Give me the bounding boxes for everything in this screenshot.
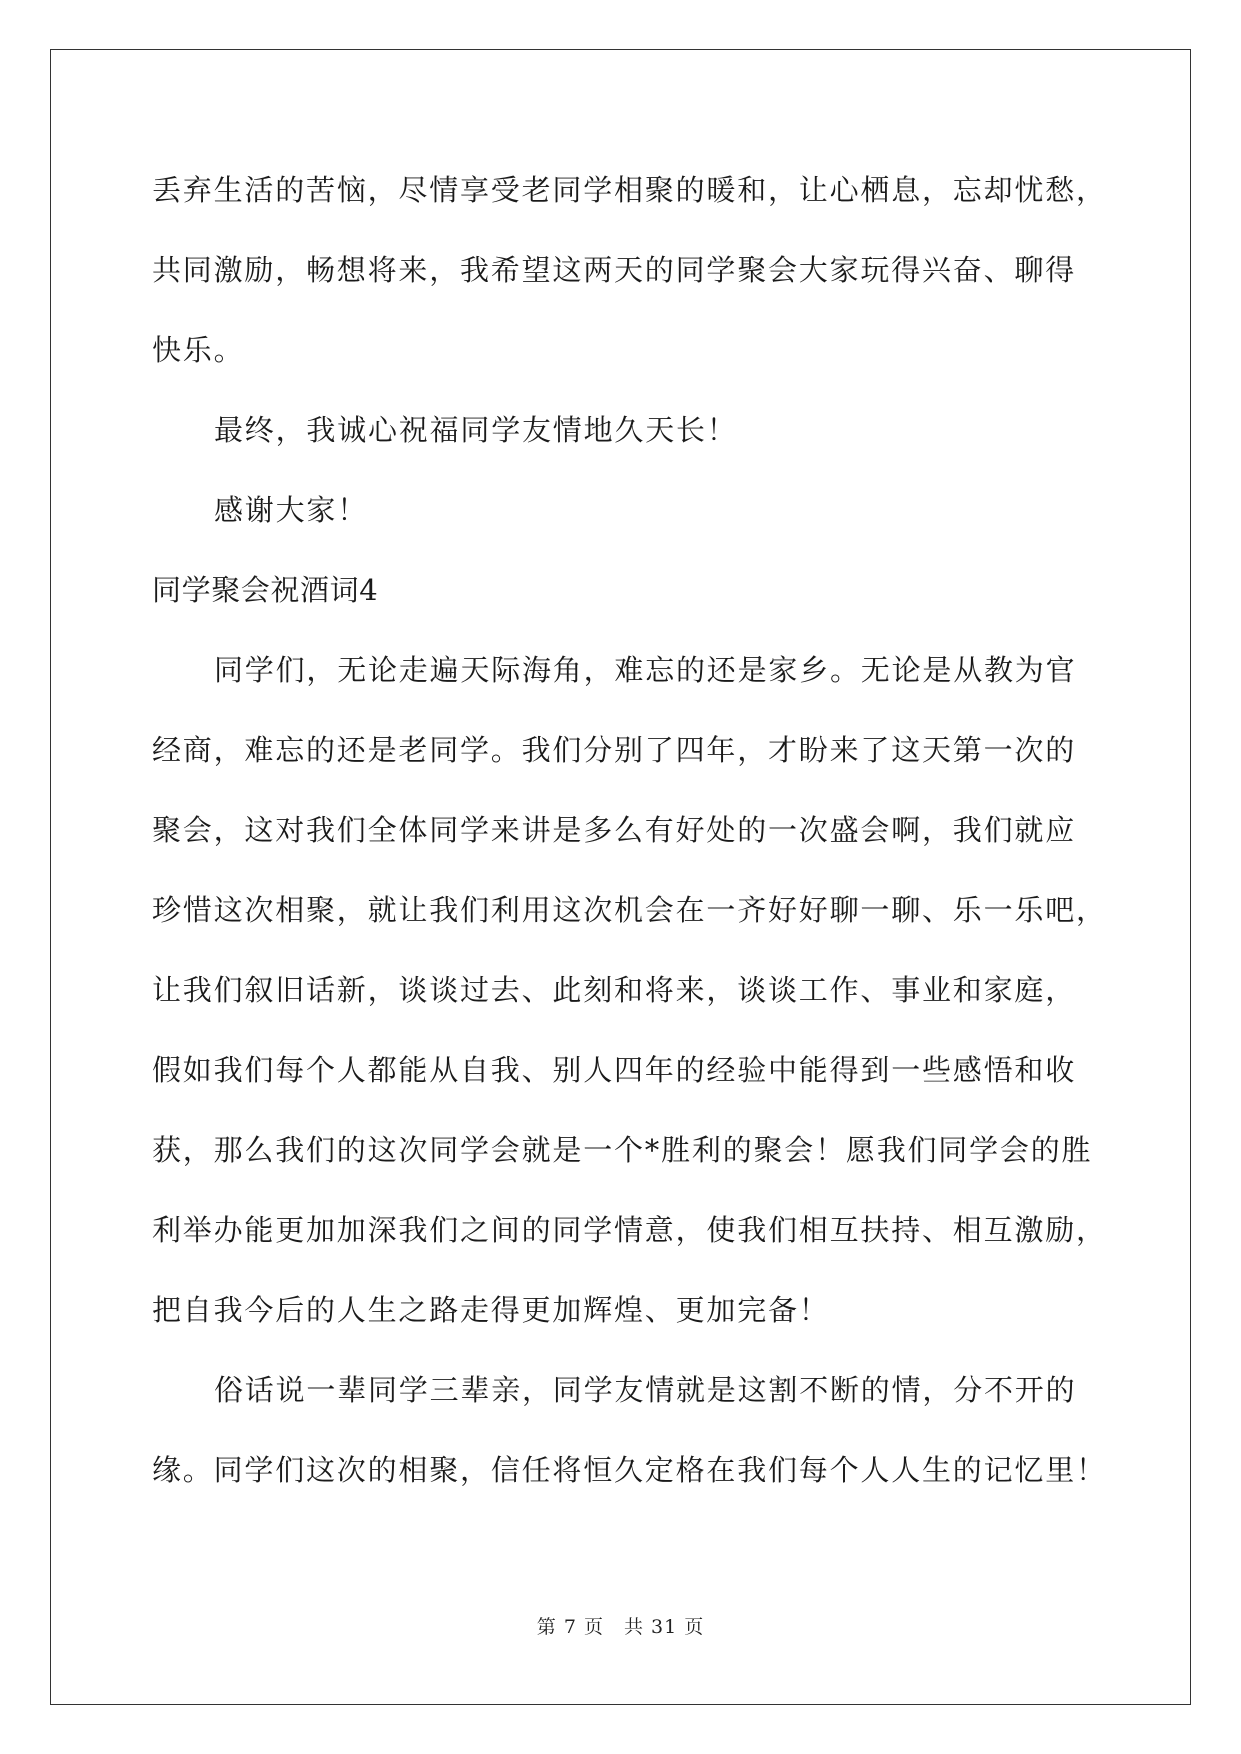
paragraph-line: 快乐。 — [152, 333, 245, 367]
paragraph-line: 获，那么我们的这次同学会就是一个*胜利的聚会！愿我们同学会的胜 — [152, 1133, 1093, 1167]
paragraph-line: 同学们，无论走遍天际海角，难忘的还是家乡。无论是从教为官 — [214, 653, 1077, 687]
paragraph-line: 珍惜这次相聚，就让我们利用这次机会在一齐好好聊一聊、乐一乐吧， — [152, 893, 1107, 927]
paragraph-line: 让我们叙旧话新，谈谈过去、此刻和将来，谈谈工作、事业和家庭， — [152, 973, 1077, 1007]
paragraph-line: 共同激励，畅想将来，我希望这两天的同学聚会大家玩得兴奋、聊得 — [152, 253, 1077, 287]
paragraph-line: 最终，我诚心祝福同学友情地久天长！ — [214, 413, 738, 447]
section-heading: 同学聚会祝酒词4 — [152, 573, 379, 607]
paragraph-line: 丢弃生活的苦恼，尽情享受老同学相聚的暖和，让心栖息，忘却忧愁， — [152, 173, 1107, 207]
paragraph-line: 缘。同学们这次的相聚，信任将恒久定格在我们每个人人生的记忆里！ — [152, 1453, 1107, 1487]
paragraph-line: 经商，难忘的还是老同学。我们分别了四年，才盼来了这天第一次的 — [152, 733, 1077, 767]
paragraph-line: 利举办能更加加深我们之间的同学情意，使我们相互扶持、相互激励， — [152, 1213, 1107, 1247]
paragraph-line: 聚会，这对我们全体同学来讲是多么有好处的一次盛会啊，我们就应 — [152, 813, 1077, 847]
page-number: 第 7 页 共 31 页 — [536, 1616, 705, 1638]
paragraph-line: 感谢大家！ — [214, 493, 369, 527]
paragraph-line: 把自我今后的人生之路走得更加辉煌、更加完备！ — [152, 1293, 830, 1327]
paragraph-line: 假如我们每个人都能从自我、别人四年的经验中能得到一些感悟和收 — [152, 1053, 1077, 1087]
document-body — [152, 150, 1107, 1510]
paragraph-line: 俗话说一辈同学三辈亲，同学友情就是这割不断的情，分不开的 — [214, 1373, 1077, 1407]
